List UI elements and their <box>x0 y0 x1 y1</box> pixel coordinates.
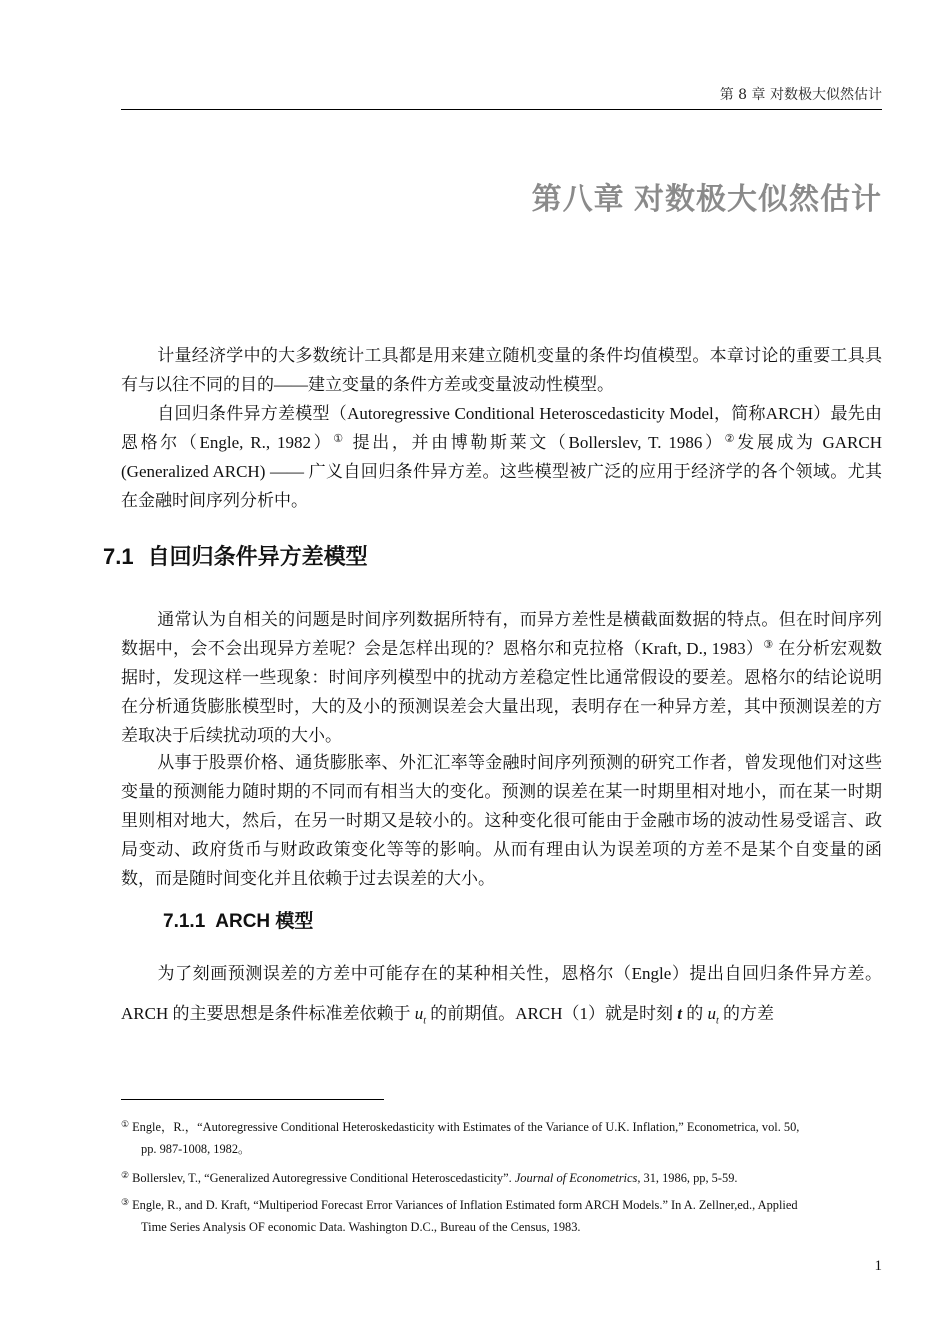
math-var-u-2: u <box>707 1004 716 1023</box>
intro-paragraph-2 <box>121 399 882 515</box>
math-var-t: t <box>677 1004 682 1023</box>
section-title: 自回归条件异方差模型 <box>147 544 368 569</box>
math-var-u: u <box>414 1004 424 1023</box>
intro-paragraph-1 <box>121 341 882 399</box>
footnote-1 <box>121 1113 882 1160</box>
section-paragraph-2 <box>121 748 882 893</box>
subsection-p1-line2a: 方差。ARCH 的主要思想是条件标准差依赖于 <box>121 964 883 1023</box>
footnote-2 <box>121 1164 882 1189</box>
subsection-p1-line1: 为了刻画预测误差的方差中可能存在的某种相关性，恩格尔（Engle）提出自回归条件异 <box>157 964 830 983</box>
running-header: 第 8 章 对数极大似然估计 <box>719 87 882 103</box>
footnote-ref-1[interactable]: ① <box>333 433 346 445</box>
footnote-2-text-a: Bollerslev, T., “Generalized Autoregressive Conditional Heteroscedasticity”. <box>132 1171 515 1185</box>
footnote-2-text-b: , 31, 1986, pp, 5-59. <box>637 1171 738 1185</box>
footnote-2-mark: ② <box>121 1170 130 1180</box>
footnote-1-line2: pp. 987-1008, 1982。 <box>141 1142 251 1156</box>
footnote-ref-3[interactable]: ③ <box>763 639 774 651</box>
footnote-1-mark: ① <box>121 1119 130 1129</box>
subsection-p1-line2b: 的前期值。ARCH（1）就是时刻 <box>426 1004 678 1023</box>
intro-p1-text: 计量经济学中的大多数统计工具都是用来建立随机变量的条件均值模型。本章讨论的重要工具具有与以往不同的目的——建立变量的条件方差或变量波动性模型。 <box>121 346 882 394</box>
section-number: 7.1 <box>103 544 134 569</box>
intro-p2-text-b: 提出，并由博勒斯莱文（Bollerslev, T. 1986） <box>345 433 725 452</box>
section-p1-text-a: 通常认为自相关的问题是时间序列数据所特有，而异方差性是横截面数据的特点。但在时间序列数据中，会不会出现异方差呢？会是怎样出现的？恩格尔和克拉格（Kraft, D., 1983） <box>121 610 882 658</box>
footnote-3-mark: ③ <box>121 1197 130 1207</box>
footnote-1-line1: Engle，R.，“Autoregressive Conditional Heteroskedasticity with Estimates of the Variance of U.K. Inflation,” Econometrica, vol. 50, <box>132 1120 800 1134</box>
chapter-title: 第八章 对数极大似然估计 <box>531 183 882 216</box>
footnote-3-line1: Engle, R., and D. Kraft, “Multiperiod Forecast Error Variances of Inflation Estimated form ARCH Models.” In A. Zellner,ed., Applied <box>132 1198 798 1212</box>
subsection-paragraph-1 <box>121 954 882 1041</box>
section-heading <box>103 542 368 572</box>
footnote-2-journal: Journal of Econometrics <box>514 1171 638 1185</box>
math-subscript-t-2: t <box>715 1015 719 1027</box>
footnote-3-line2: Time Series Analysis OF economic Data. Washington D.C., Bureau of the Census, 1983. <box>141 1220 581 1234</box>
subsection-number: 7.1.1 <box>163 911 206 932</box>
math-subscript-t: t <box>423 1015 427 1027</box>
intro-p2-text-c: 发展成为 GARCH (Generalized ARCH) —— 广义自回归条件异方差。这些模型被广泛的应用于经济学的各个领域。尤其在金融时间序列分析中。 <box>121 433 882 510</box>
footnote-3 <box>121 1191 882 1238</box>
subsection-heading <box>163 908 313 936</box>
footnote-ref-2[interactable]: ② <box>724 433 738 445</box>
section-paragraph-1 <box>121 605 882 750</box>
footnote-separator <box>121 1099 384 1100</box>
header-rule <box>121 109 882 110</box>
section-p2-text: 从事于股票价格、通货膨胀率、外汇汇率等金融时间序列预测的研究工作者，曾发现他们对这些变量的预测能力随时期的不同而有相当大的变化。预测的误差在某一时期里相对地小，而在某一时期里则相对地大，然后，在另一时期又是较小的。这种变化很可能由于金融市场的波动性易受谣言、政局变动、政府货币与财政政策变化等等的影响。从而有理由认为误差项的方差不是某个自变量的函数，而是随时间变化并且依赖于过去误差的大小。 <box>121 753 882 888</box>
subsection-p1-line2d: 的方差 <box>718 1004 775 1023</box>
section-p1-text-b: 在分析宏观数据时，发现这样一些现象：时间序列模型中的扰动方差稳定性比通常假设的要差。恩格尔的结论说明在分析通货膨胀模型时，大的及小的预测误差会大量出现，表明存在一种异方差，其中预测误差的方差取决于后续扰动项的大小。 <box>121 639 882 745</box>
subsection-p1-line2c: 的 <box>681 1004 708 1023</box>
subsection-title: ARCH 模型 <box>215 911 314 932</box>
intro-p2-text-a: 自回归条件异方差模型（Autoregressive Conditional Heteroscedasticity Model，简称ARCH）最先由恩格尔（Engle, R., 1982） <box>121 404 882 452</box>
page-number: 1 <box>874 1258 882 1274</box>
